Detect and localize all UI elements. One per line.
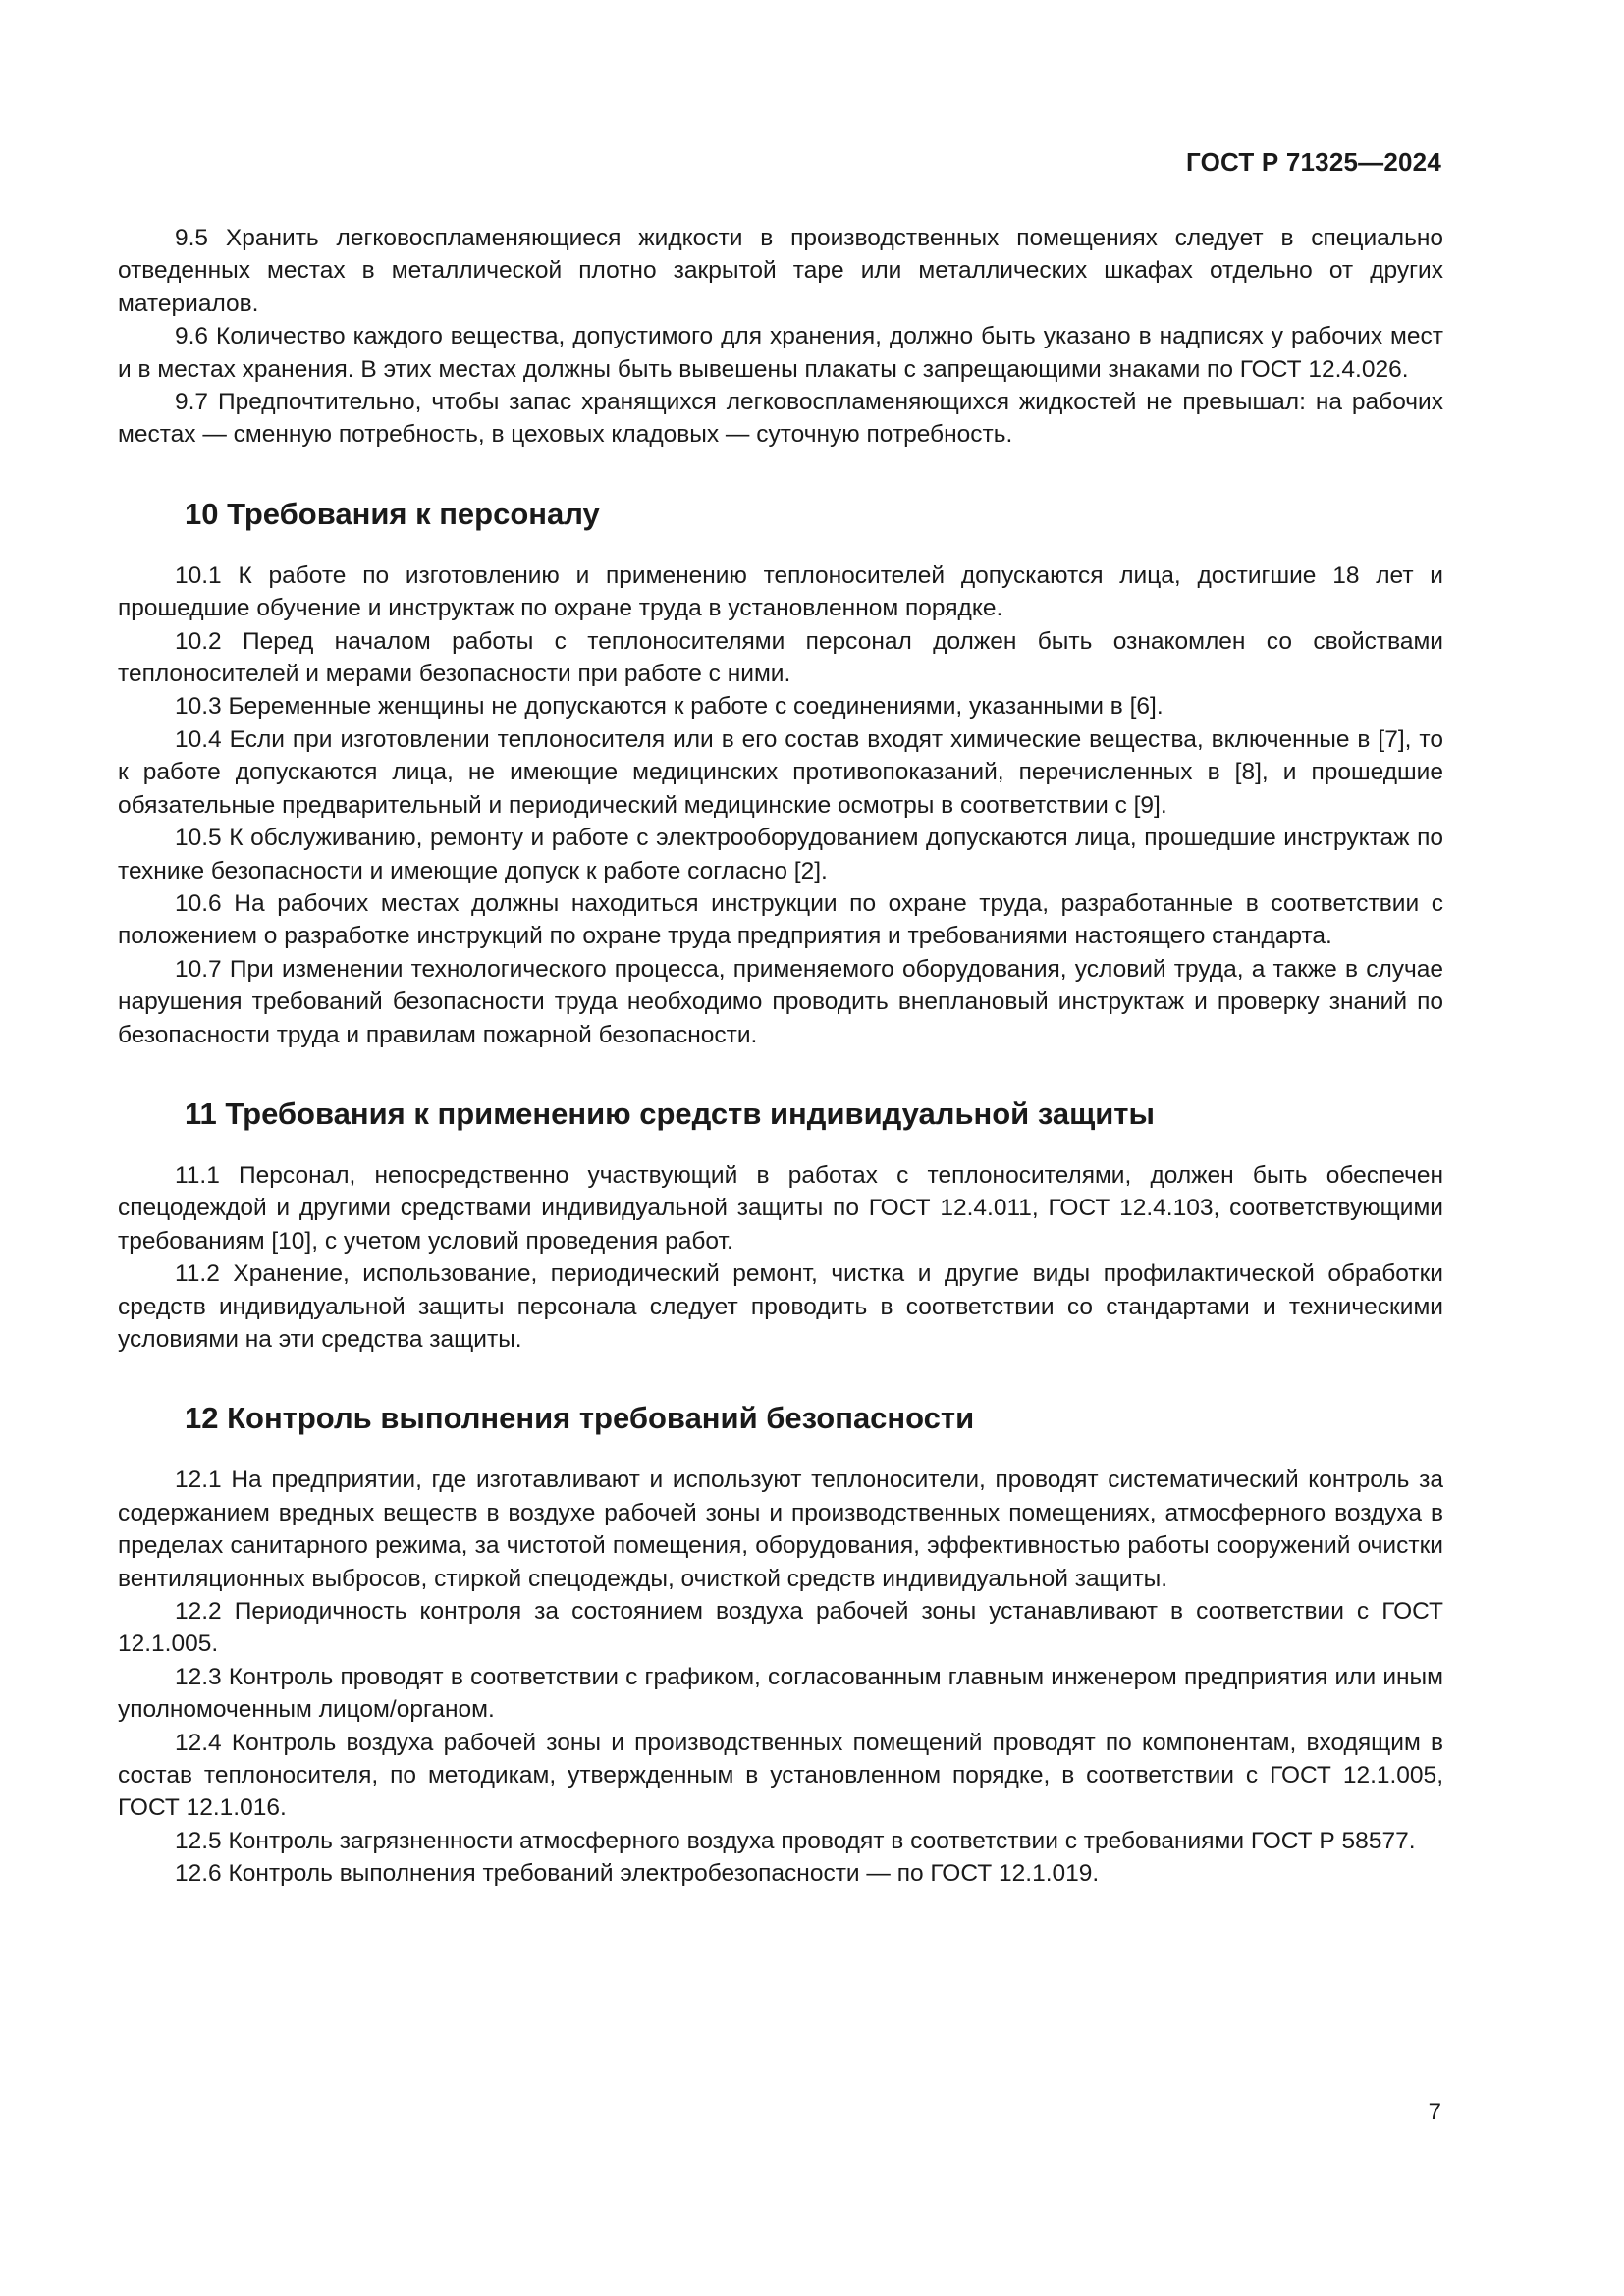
paragraph-10-6: 10.6 На рабочих местах должны находиться инструкции по охране труда, разработанные в соответствии с положением о разработке инструкций по охране труда предприятия и требованиями настоящего стандарта. xyxy=(118,889,1443,950)
page-content xyxy=(118,222,1443,1891)
paragraph-10-3: 10.3 Беременные женщины не допускаются к работе с соединениями, указанными в [6]. xyxy=(175,693,1164,721)
paragraph-10-1: 10.1 К работе по изготовлению и применению теплоносителей допускаются лица, достигшие 18 лет и прошедшие обучение и инструктаж по охране труда в установленном порядке. xyxy=(118,561,1443,622)
paragraph-10-2: 10.2 Перед началом работы с теплоносителями персонал должен быть ознакомлен со свойствами теплоносителей и мерами безопасности при работе с ними. xyxy=(118,627,1443,688)
section-heading-11: 11 Требования к применению средств индивидуальной защиты xyxy=(185,1095,1155,1131)
section-heading-12: 12 Контроль выполнения требований безопасности xyxy=(185,1401,975,1436)
paragraph-9-7: 9.7 Предпочтительно, чтобы запас хранящихся легковоспламеняющихся жидкостей не превышал: на рабочих местах — сменную потребность, в цеховых кладовых — суточную потребность. xyxy=(118,389,1443,449)
paragraph-10-4: 10.4 Если при изготовлении теплоносителя или в его состав входят химические вещества, включенные в [7], то к работе допускаются лица, не имеющие медицинских противопоказаний, перечисленных в [8], и прошедшие обязательные предварительный и периодический медицинские осмотры в соответствии с [9]. xyxy=(118,725,1443,819)
paragraph-10-5: 10.5 К обслуживанию, ремонту и работе с электрооборудованием допускаются лица, прошедшие инструктаж по технике безопасности и имеющие допуск к работе согласно [2]. xyxy=(118,825,1443,884)
paragraph-12-5: 12.5 Контроль загрязненности атмосферного воздуха проводят в соответствии с требованиями ГОСТ Р 58577. xyxy=(175,1827,1416,1854)
section-heading-10: 10 Требования к персоналу xyxy=(185,496,600,531)
page-number: 7 xyxy=(1428,2099,1441,2125)
paragraph-11-2: 11.2 Хранение, использование, периодический ремонт, чистка и другие виды профилактической обработки средств индивидуальной защиты персонала следует проводить в соответствии со стандартами и техническими условиями на эти средства защиты. xyxy=(118,1260,1443,1353)
paragraph-12-3: 12.3 Контроль проводят в соответствии с графиком, согласованным главным инженером предприятия или иным уполномоченным лицом/органом. xyxy=(118,1663,1443,1724)
paragraph-11-1: 11.1 Персонал, непосредственно участвующий в работах с теплоносителями, должен быть обеспечен спецодеждой и другими средствами индивидуальной защиты по ГОСТ 12.4.011, ГОСТ 12.4.103, соответствующими требованиям [10], с учетом условий проведения работ. xyxy=(118,1161,1443,1255)
paragraph-12-4: 12.4 Контроль воздуха рабочей зоны и производственных помещений проводят по компонентам, входящим в состав теплоносителя, по методикам, утвержденным в установленном порядке, в соответствии с ГОСТ 12.1.005, ГОСТ 12.1.016. xyxy=(118,1729,1443,1822)
paragraph-9-6: 9.6 Количество каждого вещества, допустимого для хранения, должно быть указано в надписях у рабочих мест и в местах хранения. В этих местах должны быть вывешены плакаты с запрещающими знаками по ГОСТ 12.4.026. xyxy=(118,323,1443,383)
paragraph-12-1: 12.1 На предприятии, где изготавливают и используют теплоносители, проводят систематический контроль за содержанием вредных веществ в воздухе рабочей зоны и производственных помещениях, атмосферного воздуха в пределах санитарного режима, за чистотой помещения, оборудования, эффективностью работы сооружений очистки вентиляционных выбросов, стиркой спецодежды, очисткой средств индивидуальной защиты. xyxy=(118,1467,1443,1592)
standard-code-header: ГОСТ Р 71325—2024 xyxy=(1186,147,1441,177)
paragraph-12-2: 12.2 Периодичность контроля за состоянием воздуха рабочей зоны устанавливают в соответствии с ГОСТ 12.1.005. xyxy=(118,1598,1443,1658)
paragraph-12-6: 12.6 Контроль выполнения требований электробезопасности — по ГОСТ 12.1.019. xyxy=(175,1860,1100,1888)
paragraph-10-7: 10.7 При изменении технологического процесса, применяемого оборудования, условий труда, а также в случае нарушения требований безопасности труда необходимо проводить внеплановый инструктаж и проверку знаний по безопасности труда и правилам пожарной безопасности. xyxy=(118,955,1443,1048)
paragraph-9-5: 9.5 Хранить легковоспламеняющиеся жидкости в производственных помещениях следует в специально отведенных местах в металлической плотно закрытой таре или металлических шкафах отдельно от других материалов. xyxy=(118,225,1443,317)
